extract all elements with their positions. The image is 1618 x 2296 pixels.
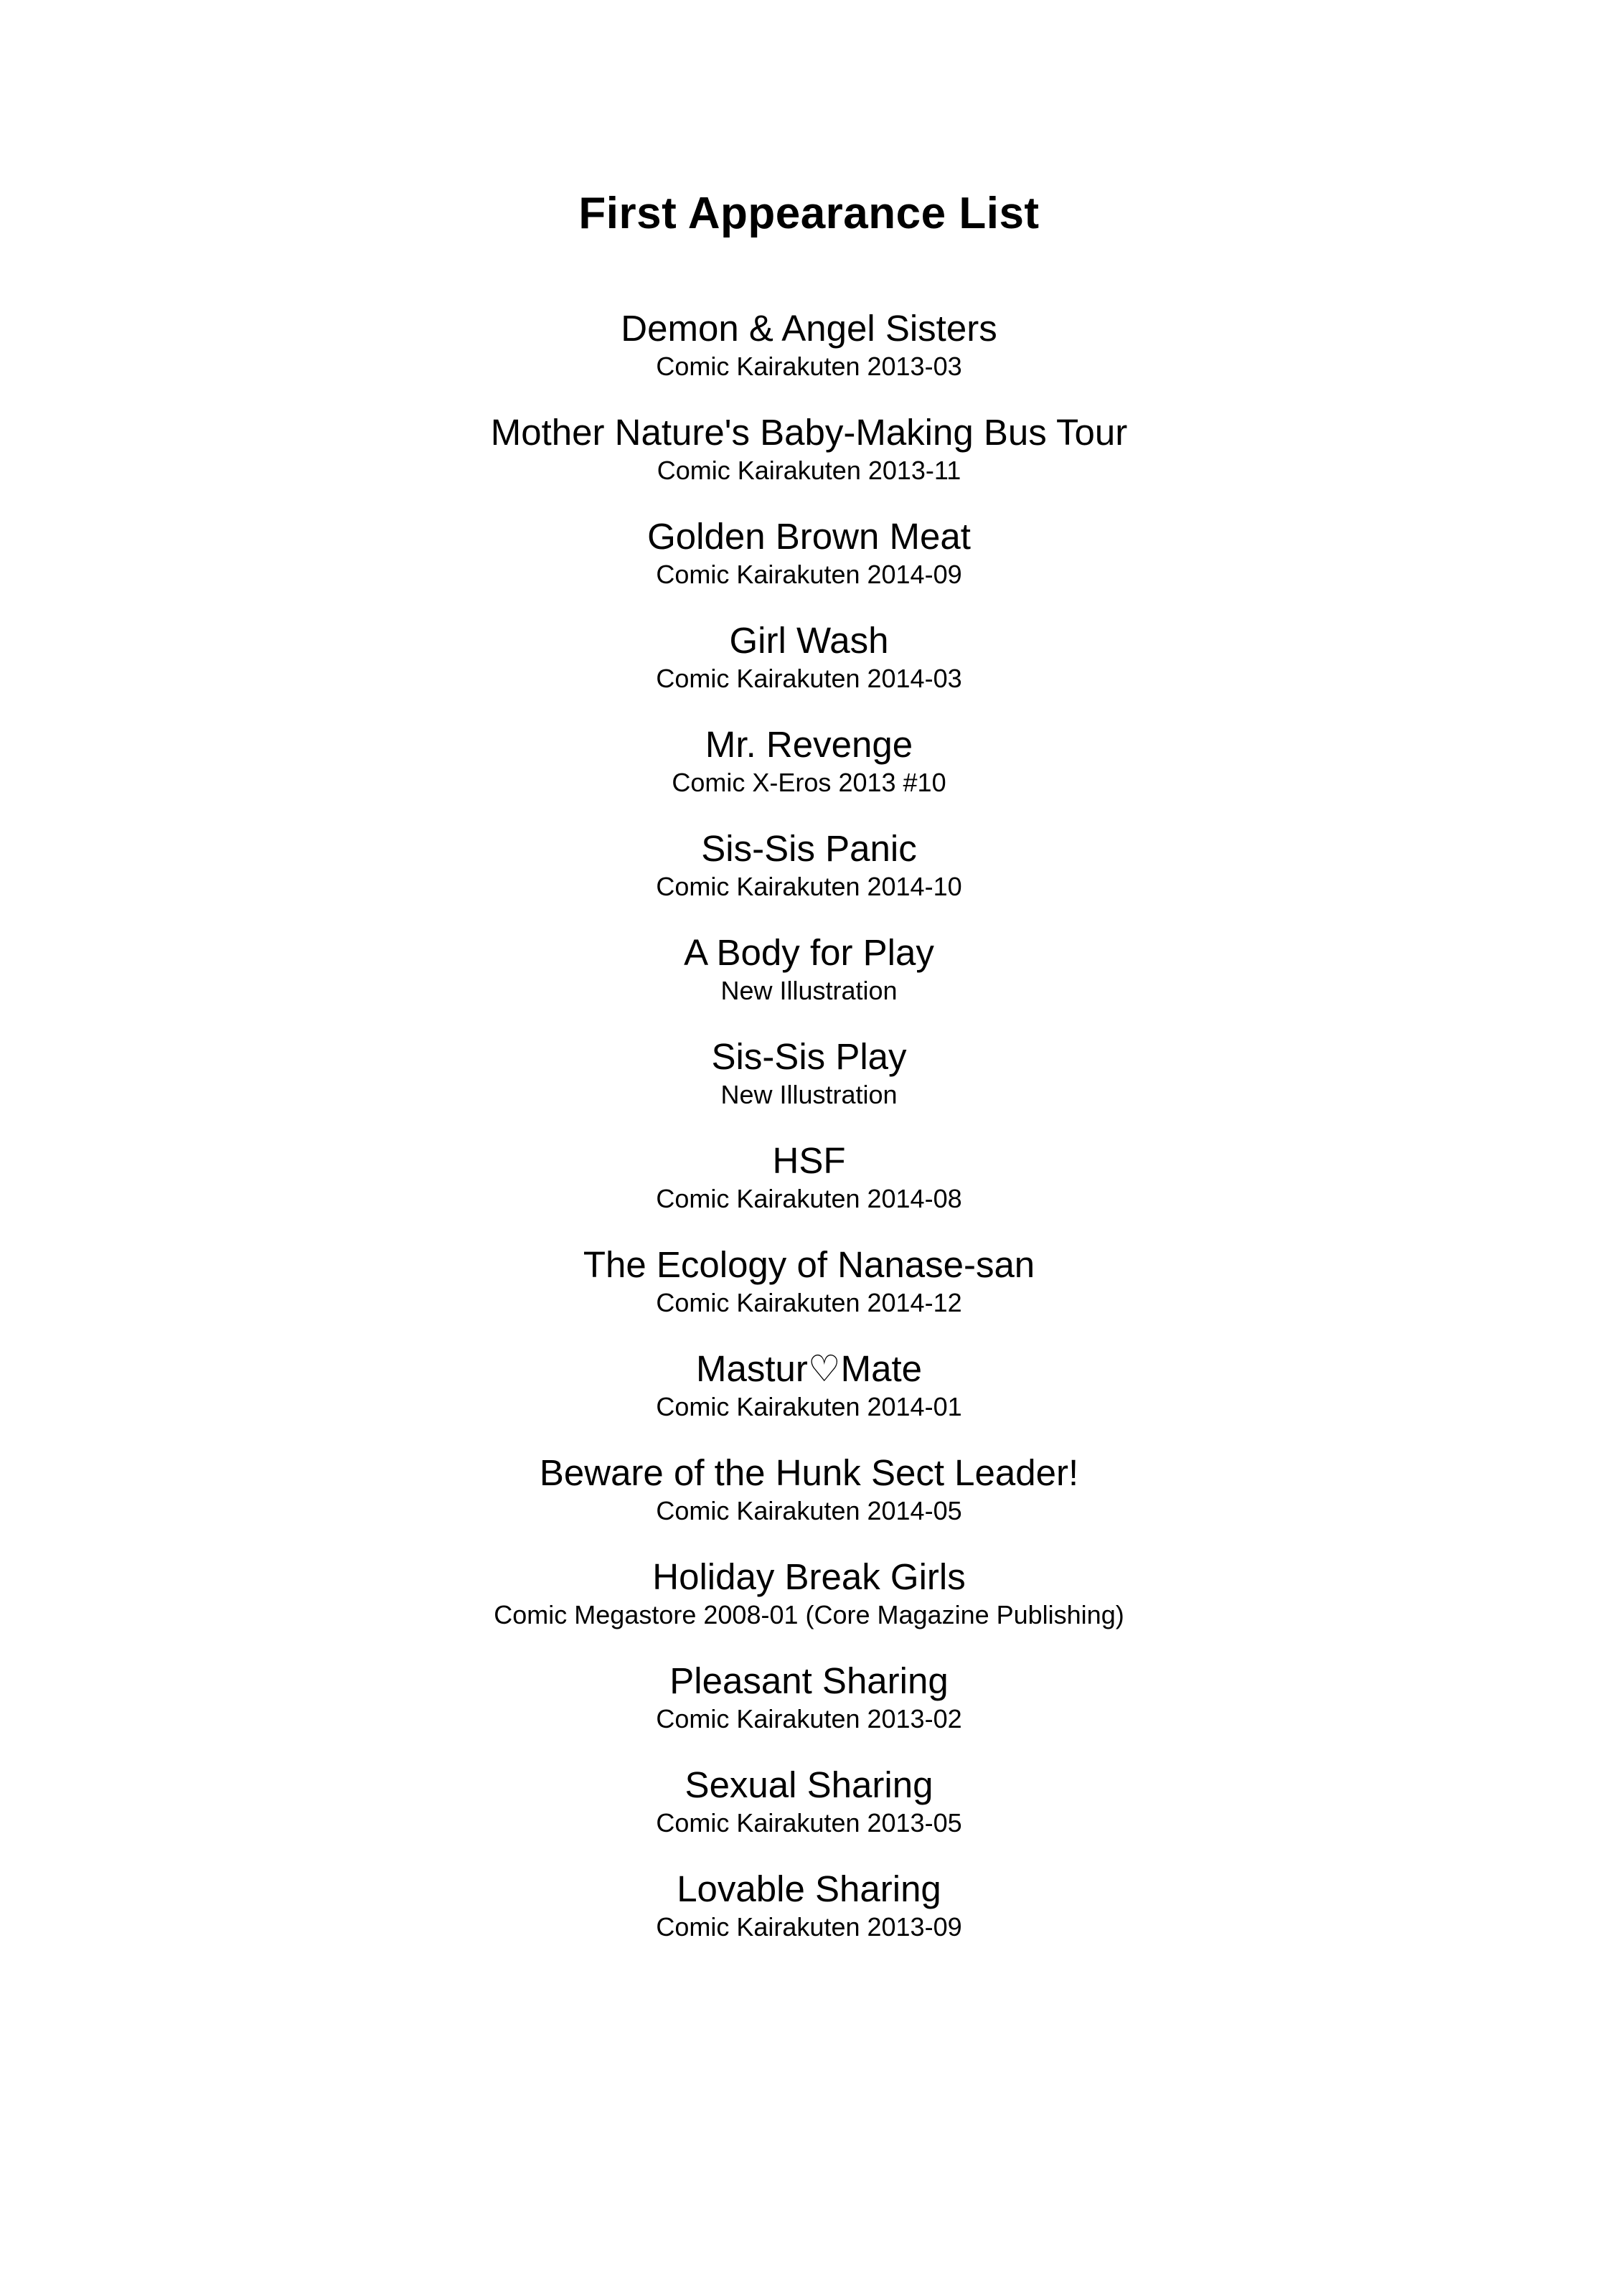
entry-source: Comic Megastore 2008-01 (Core Magazine Publishing) [494, 1600, 1124, 1629]
entry-source: Comic Kairakuten 2014-05 [656, 1496, 962, 1525]
list-item [0, 826, 1618, 930]
list-item [0, 1866, 1618, 1970]
entry-source: New Illustration [720, 1080, 898, 1109]
entry-title: Sis-Sis Panic [701, 828, 917, 869]
entry-source: Comic X-Eros 2013 #10 [672, 768, 946, 797]
entry-title: Beware of the Hunk Sect Leader! [539, 1452, 1079, 1493]
entry-source: Comic Kairakuten 2013-03 [656, 352, 962, 381]
entry-source: Comic Kairakuten 2014-09 [656, 560, 962, 589]
entry-source: Comic Kairakuten 2013-11 [657, 456, 961, 485]
list-item [0, 514, 1618, 618]
entry-source: Comic Kairakuten 2014-01 [656, 1392, 962, 1421]
list-item [0, 1346, 1618, 1450]
entry-source: Comic Kairakuten 2014-12 [656, 1288, 962, 1317]
list-item [0, 410, 1618, 514]
entry-source: Comic Kairakuten 2013-05 [656, 1808, 962, 1838]
list-item [0, 930, 1618, 1034]
page-title: First Appearance List [578, 189, 1040, 238]
entry-source: Comic Kairakuten 2013-02 [656, 1704, 962, 1733]
entry-title: Sexual Sharing [685, 1764, 933, 1805]
entry-title: A Body for Play [684, 932, 934, 973]
entry-source: Comic Kairakuten 2013-09 [656, 1912, 962, 1942]
entry-title: Mr. Revenge [705, 724, 913, 765]
appearance-list [0, 306, 1618, 1970]
list-item [0, 1242, 1618, 1346]
list-item [0, 306, 1618, 410]
entry-title: Holiday Break Girls [652, 1556, 966, 1597]
entry-title: Pleasant Sharing [669, 1660, 949, 1701]
entry-title: Sis-Sis Play [711, 1036, 907, 1077]
entry-title: Demon & Angel Sisters [621, 308, 997, 349]
entry-source: Comic Kairakuten 2014-03 [656, 664, 962, 693]
list-item [0, 1138, 1618, 1242]
list-item [0, 1658, 1618, 1762]
list-item [0, 1034, 1618, 1138]
entry-title: Lovable Sharing [677, 1868, 941, 1909]
entry-source: Comic Kairakuten 2014-10 [656, 872, 962, 901]
entry-title: The Ecology of Nanase-san [583, 1244, 1035, 1285]
entry-title: Girl Wash [729, 620, 889, 661]
list-item [0, 1450, 1618, 1554]
list-item [0, 618, 1618, 722]
entry-title: Mother Nature's Baby-Making Bus Tour [490, 412, 1128, 453]
entry-title: HSF [772, 1140, 846, 1181]
entry-source: New Illustration [720, 976, 898, 1005]
entry-title: Golden Brown Meat [647, 516, 971, 557]
entry-title: Mastur♡Mate [696, 1348, 922, 1389]
list-item [0, 1554, 1618, 1658]
list-item [0, 1762, 1618, 1866]
list-item [0, 722, 1618, 826]
entry-source: Comic Kairakuten 2014-08 [656, 1184, 962, 1213]
